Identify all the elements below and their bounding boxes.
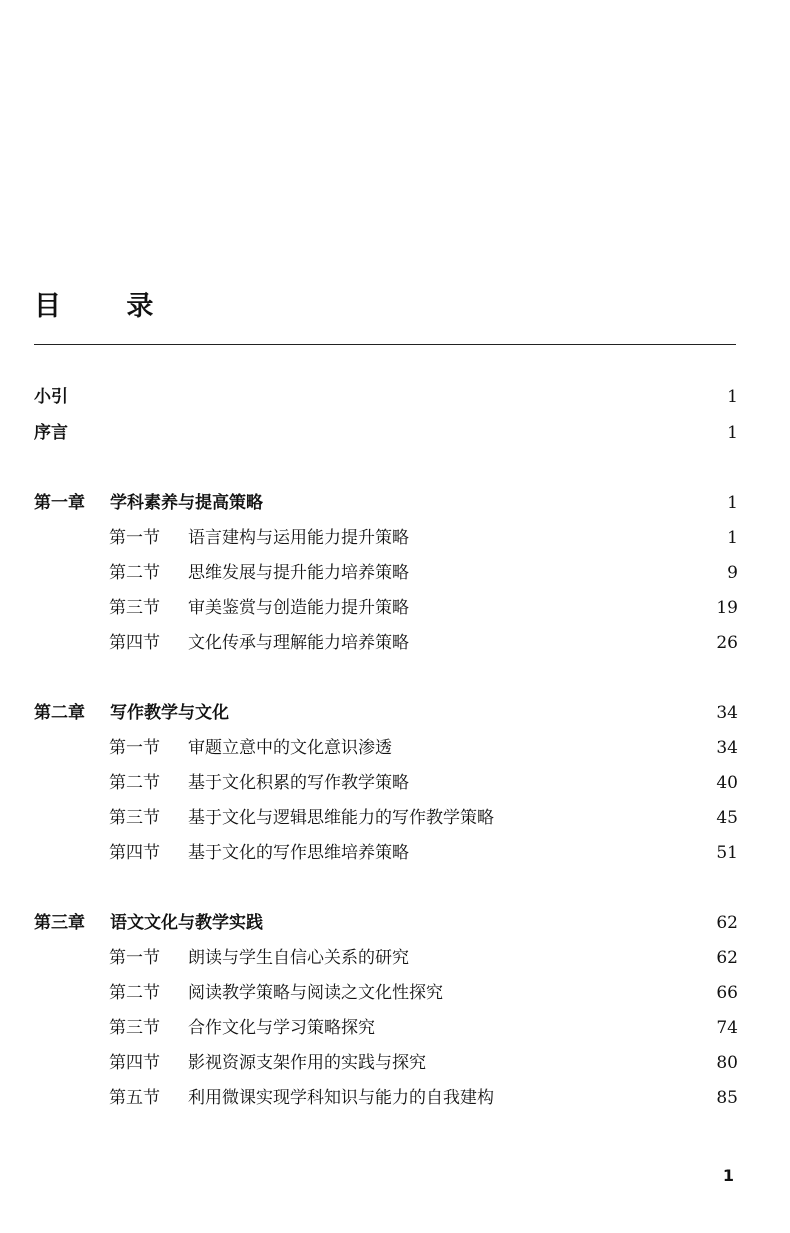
chapter-page: 1 <box>727 493 738 513</box>
section-number: 第四节 <box>109 843 160 863</box>
toc-section-3-2[interactable] <box>34 979 738 1007</box>
toc-chapter-3[interactable] <box>34 909 738 937</box>
chapter-number: 第一章 <box>34 493 85 513</box>
section-title: 思维发展与提升能力培养策略 <box>188 563 409 583</box>
section-number: 第一节 <box>109 738 160 758</box>
chapter-page: 34 <box>716 703 738 723</box>
chapter-number: 第二章 <box>34 703 85 723</box>
section-page: 80 <box>716 1053 738 1073</box>
section-number: 第四节 <box>109 633 160 653</box>
section-number: 第三节 <box>109 808 160 828</box>
section-page: 45 <box>716 808 738 828</box>
section-title: 语言建构与运用能力提升策略 <box>188 528 409 548</box>
section-number: 第一节 <box>109 528 160 548</box>
toc-chapter-1[interactable] <box>34 489 738 517</box>
chapter-number: 第三章 <box>34 913 85 933</box>
section-title: 基于文化与逻辑思维能力的写作教学策略 <box>188 808 494 828</box>
chapter-title: 写作教学与文化 <box>110 703 229 723</box>
toc-entry-preface[interactable] <box>34 419 738 447</box>
section-title: 基于文化的写作思维培养策略 <box>188 843 409 863</box>
chapter-title: 学科素养与提高策略 <box>110 493 263 513</box>
section-title: 文化传承与理解能力培养策略 <box>188 633 409 653</box>
toc-section-3-5[interactable] <box>34 1084 738 1112</box>
toc-section-2-4[interactable] <box>34 839 738 867</box>
title-divider <box>34 344 736 345</box>
chapter-page: 62 <box>716 913 738 933</box>
section-page: 85 <box>716 1088 738 1108</box>
section-number: 第二节 <box>109 983 160 1003</box>
section-title: 利用微课实现学科知识与能力的自我建构 <box>188 1088 494 1108</box>
section-number: 第一节 <box>109 948 160 968</box>
section-page: 51 <box>716 843 738 863</box>
toc-section-2-3[interactable] <box>34 804 738 832</box>
section-title: 合作文化与学习策略探究 <box>188 1018 375 1038</box>
section-page: 1 <box>727 528 738 548</box>
toc-section-2-1[interactable] <box>34 734 738 762</box>
toc-section-3-4[interactable] <box>34 1049 738 1077</box>
section-title: 基于文化积累的写作教学策略 <box>188 773 409 793</box>
section-page: 26 <box>716 633 738 653</box>
section-title: 影视资源支架作用的实践与探究 <box>188 1053 426 1073</box>
section-page: 9 <box>727 563 738 583</box>
toc-title: 目 录 <box>34 291 182 322</box>
section-number: 第二节 <box>109 563 160 583</box>
section-page: 66 <box>716 983 738 1003</box>
toc-section-1-3[interactable] <box>34 594 738 622</box>
toc-section-3-1[interactable] <box>34 944 738 972</box>
toc-section-3-3[interactable] <box>34 1014 738 1042</box>
section-title: 审美鉴赏与创造能力提升策略 <box>188 598 409 618</box>
toc-section-2-2[interactable] <box>34 769 738 797</box>
toc-chapter-2[interactable] <box>34 699 738 727</box>
chapter-title: 语文文化与教学实践 <box>110 913 263 933</box>
toc-section-1-2[interactable] <box>34 559 738 587</box>
entry-page: 1 <box>727 387 738 407</box>
section-number: 第二节 <box>109 773 160 793</box>
section-title: 阅读教学策略与阅读之文化性探究 <box>188 983 443 1003</box>
entry-page: 1 <box>727 423 738 443</box>
entry-title: 序言 <box>34 423 68 443</box>
toc-section-1-1[interactable] <box>34 524 738 552</box>
section-number: 第四节 <box>109 1053 160 1073</box>
section-title: 朗读与学生自信心关系的研究 <box>188 948 409 968</box>
section-page: 62 <box>716 948 738 968</box>
section-title: 审题立意中的文化意识渗透 <box>188 738 392 758</box>
section-number: 第五节 <box>109 1088 160 1108</box>
section-page: 34 <box>716 738 738 758</box>
section-number: 第三节 <box>109 1018 160 1038</box>
section-page: 19 <box>716 598 738 618</box>
toc-entry-foreword[interactable] <box>34 383 738 411</box>
entry-title: 小引 <box>34 387 68 407</box>
section-page: 40 <box>716 773 738 793</box>
section-number: 第三节 <box>109 598 160 618</box>
page-number: 1 <box>722 1166 734 1185</box>
toc-section-1-4[interactable] <box>34 629 738 657</box>
section-page: 74 <box>716 1018 738 1038</box>
